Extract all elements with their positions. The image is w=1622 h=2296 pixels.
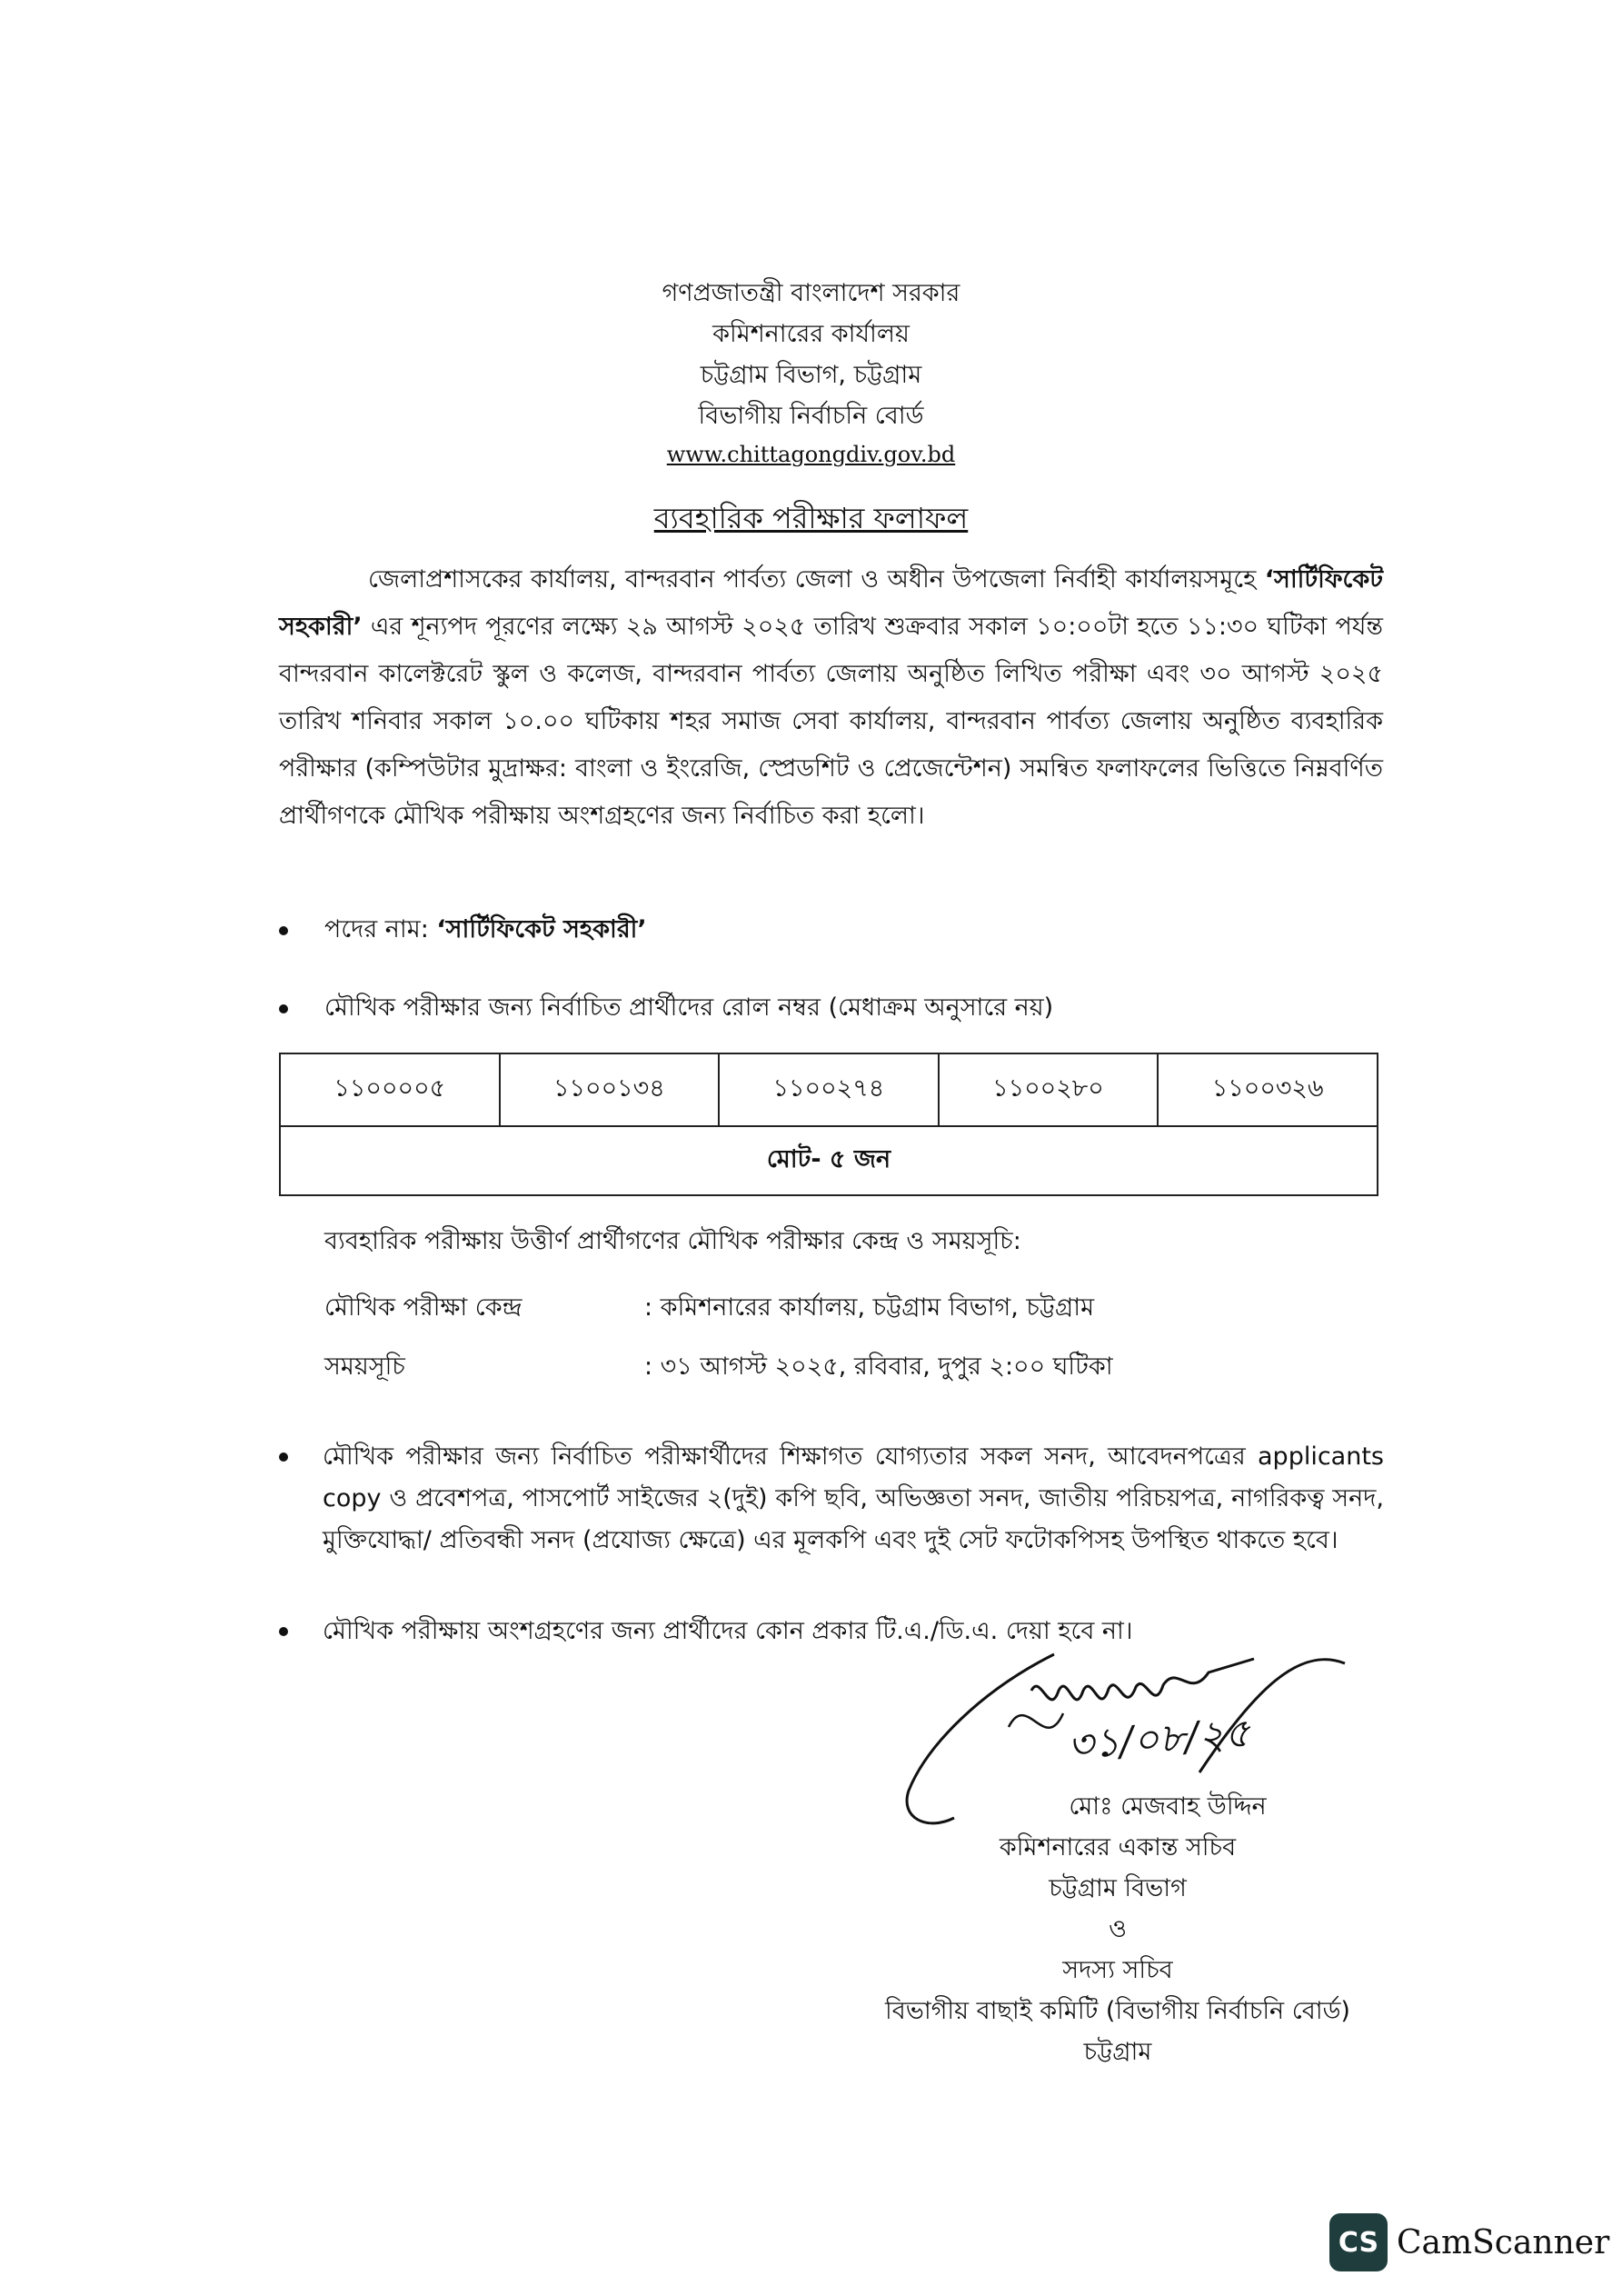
intro-paragraph (279, 556, 1383, 840)
bullet-icon (279, 1627, 288, 1636)
signatory-city: চট্টগ্রাম (1083, 2038, 1152, 2066)
board-name: বিভাগীয় নির্বাচনি বোর্ড (698, 402, 924, 430)
govt-name: গণপ্রজাতন্ত্রী বাংলাদেশ সরকার (662, 279, 960, 307)
intro-text-2: এর শূন্যপদ পূরণের লক্ষ্যে ২৯ আগস্ট ২০২৫ তারিখ শুক্রবার সকাল ১০:০০টা হতে ১১:৩০ ঘটিকা পর্যন্ত বান্দরবান কালেক্টরেট স্কুল ও কলেজ, বান্দরবান পার্বত্য জেলায় অনুষ্ঠিত লিখিত পরীক্ষা এবং ৩০ আগস্ট ২০২৫ তারিখ শনিবার সকাল ১০.০০ ঘটিকায় শহর সমাজ সেবা কার্যালয়, বান্দরবান পার্বত্য জেলায় অনুষ্ঠিত ব্যবহারিক পরীক্ষার (কম্পিউটার মুদ্রাক্ষর: বাংলা ও ইংরেজি, স্প্রেডশিট ও প্রেজেন্টেশন) সমন্বিত ফলাফলের ভিত্তিতে নিম্নবর্ণিত প্রার্থীগণকে মৌখিক পরীক্ষায় অংশগ্রহণের জন্য নির্বাচিত করা হলো। (279, 613, 1383, 830)
roll-cell: ১১০০২৮০ (939, 1053, 1159, 1126)
center-value: : কমিশনারের কার্যালয়, চট্টগ্রাম বিভাগ, চট্টগ্রাম (644, 1293, 1095, 1322)
letterhead (0, 273, 1622, 473)
signatory-name: মোঃ মেজবাহ উদ্দিন (1069, 1792, 1267, 1821)
time-value: : ৩১ আগস্ট ২০২৫, রবিবার, দুপুর ২:০০ ঘটিকা (644, 1353, 1113, 1381)
page-title: ব্যবহারিক পরীক্ষার ফলাফল (653, 501, 969, 535)
total-count: মোট- ৫ জন (280, 1126, 1378, 1195)
signatory-designation-2: সদস্য সচিব (1062, 1956, 1173, 1984)
documents-note: মৌখিক পরীক্ষার জন্য নির্বাচিত পরীক্ষার্থীদের শিক্ষাগত যোগ্যতার সকল সনদ, আবেদনপত্রের applicants copy ও প্রবেশপত্র, পাসপোর্ট সাইজের ২(দুই) কপি ছবি, অভিজ্ঞতা সনদ, জাতীয় পরিচয়পত্র, নাগরিকত্ব সনদ, মুক্তিযোদ্ধা/ প্রতিবন্ধী সনদ (প্রযোজ্য ক্ষেত্রে) এর মূলকপি এবং দুই সেট ফটোকপিসহ উপস্থিত থাকতে হবে। (323, 1442, 1384, 1554)
camscanner-text: CamScanner (1397, 2223, 1610, 2261)
camscanner-watermark (1329, 2213, 1609, 2271)
roll-table (279, 1053, 1378, 1196)
bullet-icon (279, 926, 288, 935)
schedule-title: ব্যবহারিক পরীক্ষায় উত্তীর্ণ প্রার্থীগণের মৌখিক পরীক্ষার কেন্দ্র ও সময়সূচি: (324, 1227, 1021, 1255)
center-label: মৌখিক পরীক্ষা কেন্দ্র (324, 1293, 522, 1322)
roll-cell: ১১০০৩২৬ (1158, 1053, 1378, 1126)
signatory-designation: কমিশনারের একান্ত সচিব (999, 1833, 1237, 1862)
roll-cell: ১১০০২৭৪ (719, 1053, 939, 1126)
time-label: সময়সূচি (324, 1353, 405, 1381)
table-row (280, 1126, 1378, 1195)
signatory-and: ও (1109, 1915, 1127, 1943)
division-name: চট্টগ্রাম বিভাগ, চট্টগ্রাম (700, 361, 922, 389)
post-name-inline: ‘সার্টিফিকেট সহকারী’ (279, 565, 1383, 641)
roll-cell: ১১০০১৩৪ (500, 1053, 720, 1126)
signatory-division: চট্টগ্রাম বিভাগ (1049, 1874, 1187, 1902)
bullet-icon (279, 1004, 288, 1013)
ta-da-note: মৌখিক পরীক্ষায় অংশগ্রহণের জন্য প্রার্থীদের কোন প্রকার টি.এ./ডি.এ. দেয়া হবে না। (323, 1617, 1133, 1645)
post-name-label: পদের নাম: (324, 915, 437, 943)
post-name-value: ‘সার্টিফিকেট সহকারী’ (436, 915, 647, 943)
table-row (280, 1053, 1378, 1126)
intro-text-1: জেলাপ্রশাসকের কার্যালয়, বান্দরবান পার্বত্য জেলা ও অধীন উপজেলা নির্বাহী কার্যালয়সমূহে (368, 565, 1265, 594)
signatory-committee: বিভাগীয় বাছাই কমিটি (বিভাগীয় নির্বাচনি বোর্ড) (885, 1997, 1350, 2025)
office-name: কমিশনারের কার্যালয় (712, 320, 910, 348)
roll-cell: ১১০০০০৫ (280, 1053, 500, 1126)
bullet-icon (279, 1452, 288, 1462)
website-link[interactable]: www.chittagongdiv.gov.bd (666, 442, 956, 467)
camscanner-icon: CS (1329, 2213, 1388, 2271)
roll-heading: মৌখিক পরীক্ষার জন্য নির্বাচিত প্রার্থীদের রোল নম্বর (মেধাক্রম অনুসারে নয়) (324, 993, 1054, 1022)
signature-block (818, 1786, 1418, 2072)
signature-date: ৩১/০৮/২৫ (1066, 1710, 1252, 1769)
